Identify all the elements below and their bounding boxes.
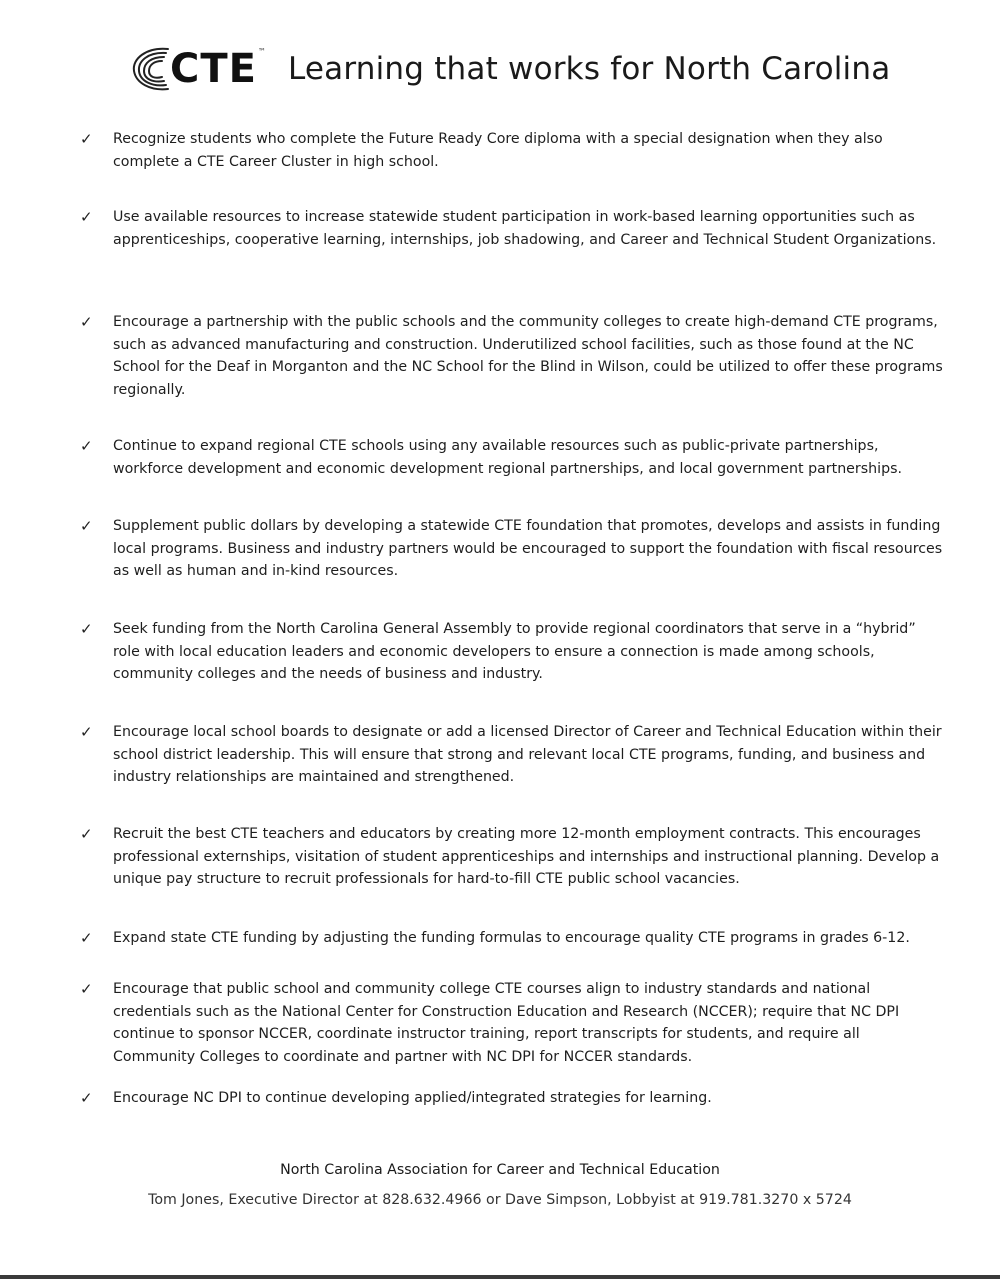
list-item [80,515,946,583]
check-icon: ✓ [80,130,93,148]
list-item-text: Recognize students who complete the Future Ready Core diploma with a special designation when they also complete a CTE Career Cluster in high school. [113,131,883,170]
list-item-text: Encourage local school boards to designate or add a licensed Director of Career and Technical Education within their school district leadership. This will ensure that strong and relevant local CTE programs, funding, and business and industry relationships are maintained and strengthened. [113,724,942,785]
cte-logo [128,43,266,95]
list-item [80,1087,946,1110]
list-item-text: Encourage a partnership with the public schools and the community colleges to create high-demand CTE programs, such as advanced manufacturing and construction. Underutilized school facilities, such as those found at the NC School for the Deaf in Morganton and the NC School for the Blind in Wilson, could be utilized to offer these programs regionally. [113,314,943,398]
list-item [80,721,946,789]
bottom-divider [0,1275,1000,1279]
list-item-text: Encourage that public school and community college CTE courses align to industry standards and national credentials such as the National Center for Construction Education and Research (NCCER); require that NC DPI continue to sponsor NCCER, coordinate instructor training, report transcripts for students, and require all Community Colleges to coordinate and partner with NC DPI for NCCER standards. [113,981,900,1065]
list-item-text: Continue to expand regional CTE schools using any available resources such as public-private partnerships, workforce development and economic development regional partnerships, and local government partnerships. [113,438,902,477]
check-icon: ✓ [80,620,93,638]
check-icon: ✓ [80,517,93,535]
list-item [80,206,946,251]
list-item [80,311,946,401]
list-item-text: Recruit the best CTE teachers and educators by creating more 12-month employment contracts. This encourages professional externships, visitation of student apprenticeships and internships and instructional planning. Develop a unique pay structure to recruit professionals for hard-to-fill CTE public school vacancies. [113,826,940,887]
check-icon: ✓ [80,825,93,843]
list-item [80,128,946,173]
check-icon: ✓ [80,313,93,331]
list-item-text: Supplement public dollars by developing a statewide CTE foundation that promotes, develops and assists in funding local programs. Business and industry partners would be encouraged to support the foundation with fiscal resources as well as human and in-kind resources. [113,518,943,579]
footer-organization: North Carolina Association for Career and Technical Education [280,1162,720,1178]
check-icon: ✓ [80,929,93,947]
list-item [80,978,946,1068]
cte-swoosh-icon [128,43,174,95]
footer-contact: Tom Jones, Executive Director at 828.632.4966 or Dave Simpson, Lobbyist at 919.781.3270 x 5724 [148,1192,852,1208]
tagline: Learning that works for North Carolina [287,50,891,87]
check-icon: ✓ [80,980,93,998]
list-item-text: Encourage NC DPI to continue developing applied/integrated strategies for learning. [113,1090,712,1106]
check-icon: ✓ [80,723,93,741]
page-header [128,34,890,104]
list-item [80,618,946,686]
trademark-mark: ™ [257,46,266,56]
check-icon: ✓ [80,1089,93,1107]
list-item [80,927,946,950]
list-item-text: Expand state CTE funding by adjusting the funding formulas to encourage quality CTE programs in grades 6-12. [113,930,910,946]
list-item [80,435,946,480]
list-item-text: Use available resources to increase statewide student participation in work-based learning opportunities such as apprenticeships, cooperative learning, internships, job shadowing, and Career and Technical Student Organizations. [113,209,937,248]
check-icon: ✓ [80,437,93,455]
list-item-text: Seek funding from the North Carolina General Assembly to provide regional coordinators that serve in a “hybrid” role with local education leaders and economic developers to ensure a connection is made among schools, community colleges and the needs of business and industry. [113,621,916,682]
check-icon: ✓ [80,208,93,226]
list-item [80,823,946,891]
logo-text: CTE [170,46,257,92]
